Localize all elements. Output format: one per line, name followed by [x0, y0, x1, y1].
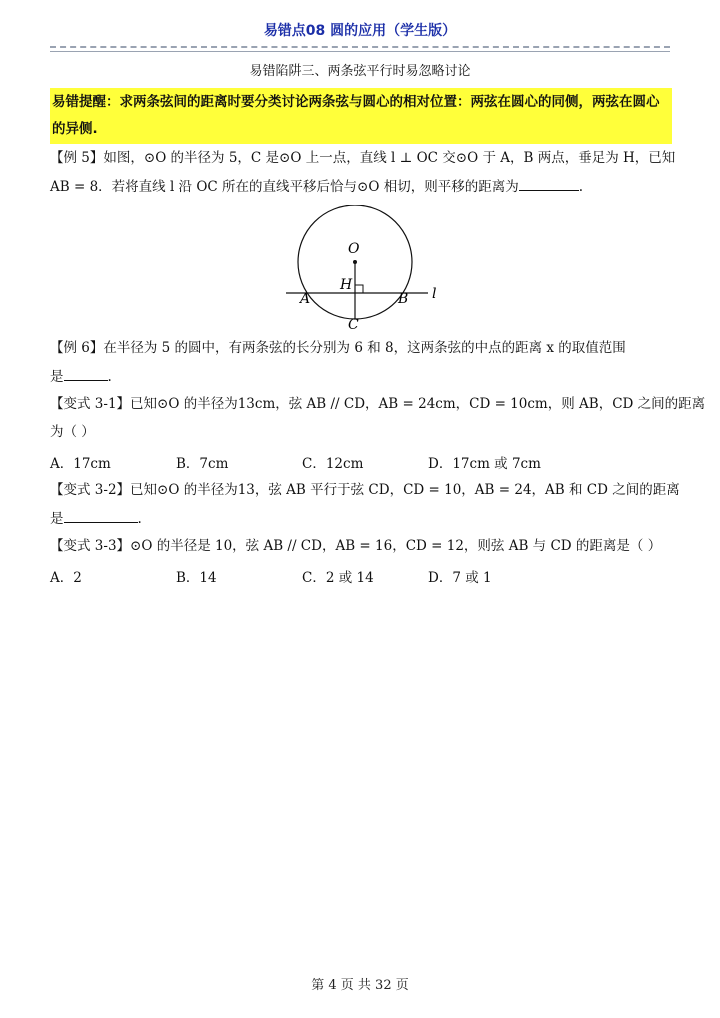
example5-line2-end: . [578, 179, 583, 195]
error-tip-text: 易错提醒：求两条弦间的距离时要分类讨论两条弦与圆心的相对位置：两弦在圆心的同侧，两弦在圆心的异侧. [52, 94, 660, 137]
variant33-option-a: A．2 [50, 570, 82, 586]
variant33-option-b: B．14 [176, 570, 217, 586]
variant31-option-d: D．17cm 或 7cm [428, 456, 541, 472]
answer-blank [64, 508, 138, 523]
label-b: B [398, 291, 409, 307]
example6-line1: 【例 6】在半径为 5 的圆中，有两条弦的长分别为 6 和 8，这两条弦的中点的距离 x 的取值范围 [50, 340, 626, 356]
variant33-option-d: D．7 或 1 [428, 570, 492, 586]
example5-line2 [50, 176, 583, 197]
variant31-line1: 【变式 3-1】已知⊙O 的半径为13cm，弦 AB // CD，AB = 24cm，CD = 10cm，则 AB，CD 之间的距离 [50, 396, 706, 412]
section-title: 易错陷阱三、两条弦平行时易忽略讨论 [249, 64, 471, 79]
example6-line2-end: . [107, 369, 112, 385]
example6-line2-text: 是 [50, 369, 64, 385]
variant31-option-c: C．12cm [302, 456, 364, 472]
variant32-line2-text: 是 [50, 511, 64, 527]
answer-blank [64, 366, 108, 381]
variant32-line2 [50, 508, 142, 529]
document-header-title: 易错点08 圆的应用（学生版） [263, 23, 457, 39]
variant32-line1: 【变式 3-2】已知⊙O 的半径为13，弦 AB 平行于弦 CD，CD = 10，AB = 24，AB 和 CD 之间的距离 [50, 482, 680, 498]
header-solid-divider [50, 51, 670, 52]
answer-blank [519, 176, 579, 191]
label-l: l [432, 286, 437, 302]
example5-line2-text: AB = 8．若将直线 l 沿 OC 所在的直线平移后恰与⊙O 相切，则平移的距离为 [50, 179, 519, 195]
right-angle-mark [355, 285, 363, 293]
variant31-option-b: B．7cm [176, 456, 229, 472]
header-dashed-divider [50, 46, 670, 48]
label-c: C [348, 317, 359, 333]
variant31-line2: 为（ ） [50, 424, 95, 440]
variant33-line1: 【变式 3-3】⊙O 的半径是 10，弦 AB // CD，AB = 16，CD = 12，则弦 AB 与 CD 的距离是（ ） [50, 538, 662, 554]
label-a: A [300, 291, 311, 307]
variant31-option-a: A．17cm [50, 456, 111, 472]
example5-line1: 【例 5】如图，⊙O 的半径为 5，C 是⊙O 上一点，直线 l ⊥ OC 交⊙O 于 A，B 两点，垂足为 H，已知 [50, 150, 676, 166]
circle-figure [280, 205, 450, 335]
variant32-line2-end: . [137, 511, 142, 527]
page-footer: 第 4 页 共 32 页 [311, 978, 409, 993]
variant33-option-c: C．2 或 14 [302, 570, 374, 586]
label-h: H [340, 277, 353, 293]
label-o: O [348, 241, 360, 257]
center-point-o [353, 260, 357, 264]
example6-line2 [50, 366, 112, 387]
